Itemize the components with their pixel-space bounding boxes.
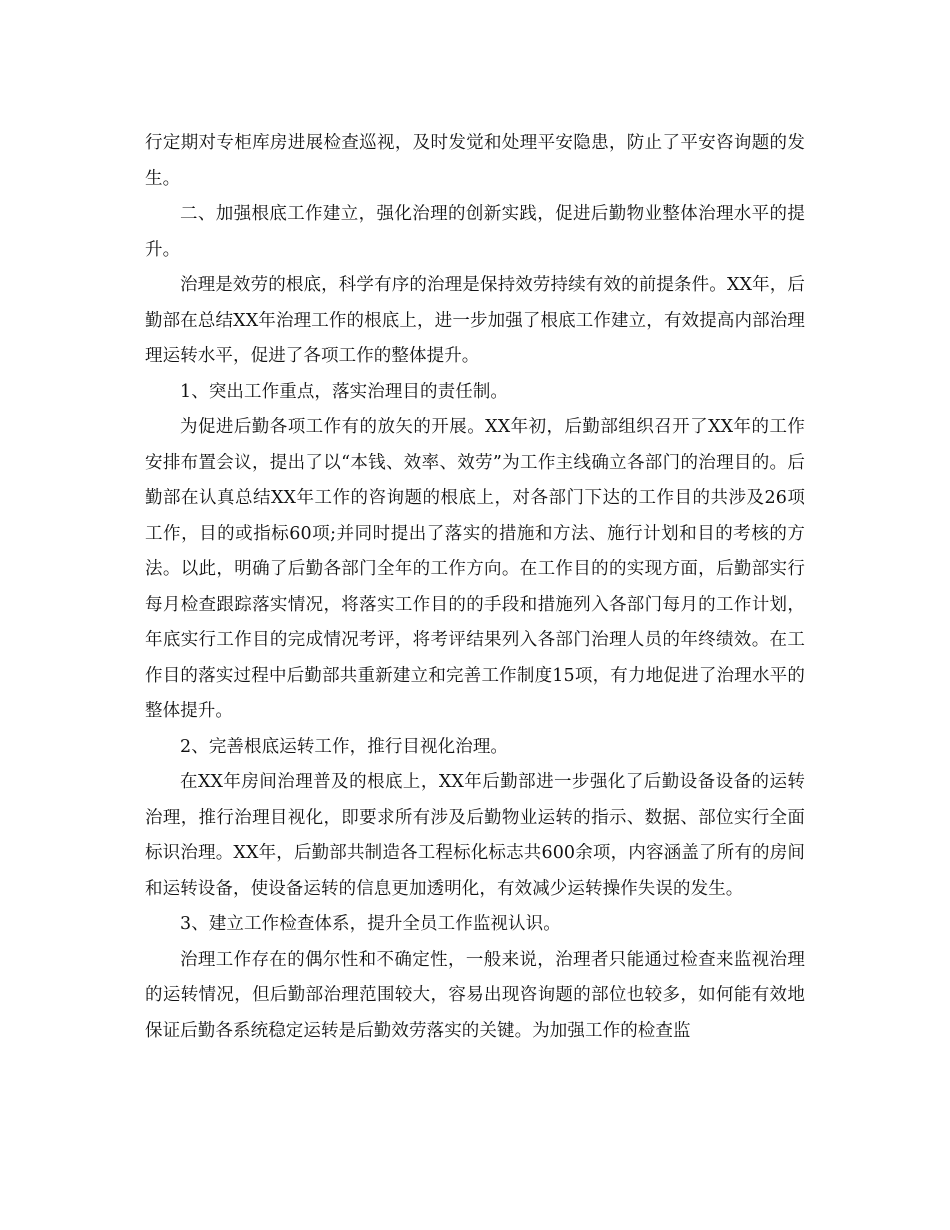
paragraph-7: 在XX年房间治理普及的根底上，XX年后勤部进一步强化了后勤设备设备的运转治理，推行治理目视化，即要求所有涉及后勤物业运转的指示、数据、部位实行全面标识治理。XX年，后勤部共制造各工程标化标志共600余项，内容涵盖了所有的房间和运转设备，使设备运转的信息更加透明化，有效减少运转操作失误的发生。 [145, 772, 805, 899]
paragraph-1: 行定期对专柜库房进展检查巡视，及时发觉和处理平安隐患，防止了平安咨询题的发生。 [145, 133, 805, 189]
subheading-3: 3、建立工作检查体系，提升全员工作监视认识。 [180, 914, 561, 934]
subheading-2: 2、完善根底运转工作，推行目视化治理。 [180, 736, 509, 757]
subheading-1: 1、突出工作重点，落实治理目的责任制。 [180, 381, 509, 402]
paragraph-3: 治理是效劳的根底，科学有序的治理是保持效劳持续有效的前提条件。XX年，后勤部在总结XX年治理工作的根底上，进一步加强了根底工作建立，有效提高内部治理理运转水平，促进了各项工作的整体提升。 [145, 275, 805, 366]
paragraph-5: 为促进后勤各项工作有的放矢的开展。XX年初，后勤部组织召开了XX年的工作安排布置会议，提出了以“本钱、效率、效劳”为工作主线确立各部门的治理目的。后勤部在认真总结XX年工作的咨询题的根底上，对各部门下达的工作目的共涉及26项工作，目的或指标60项;并同时提出了落实的措施和方法、施行计划和目的考核的方法。以此，明确了后勤各部门全年的工作方向。在工作目的的实现方面，后勤部实行每月检查跟踪落实情况，将落实工作目的的手段和措施列入各部门每月的工作计划，年底实行工作目的完成情况考评，将考评结果列入各部门治理人员的年终绩效。在工作目的落实过程中后勤部共重新建立和完善工作制度15项，有力地促进了治理水平的整体提升。 [145, 417, 805, 721]
document-page [145, 126, 805, 1049]
section-heading-2: 二、加强根底工作建立，强化治理的创新实践，促进后勤物业整体治理水平的提升。 [145, 204, 805, 260]
paragraph-9: 治理工作存在的偶尔性和不确定性，一般来说，治理者只能通过检查来监视治理的运转情况，但后勤部治理范围较大，容易出现咨询题的部位也较多，如何能有效地保证后勤各系统稳定运转是后勤效劳落实的关键。为加强工作的检查监 [145, 949, 805, 1041]
